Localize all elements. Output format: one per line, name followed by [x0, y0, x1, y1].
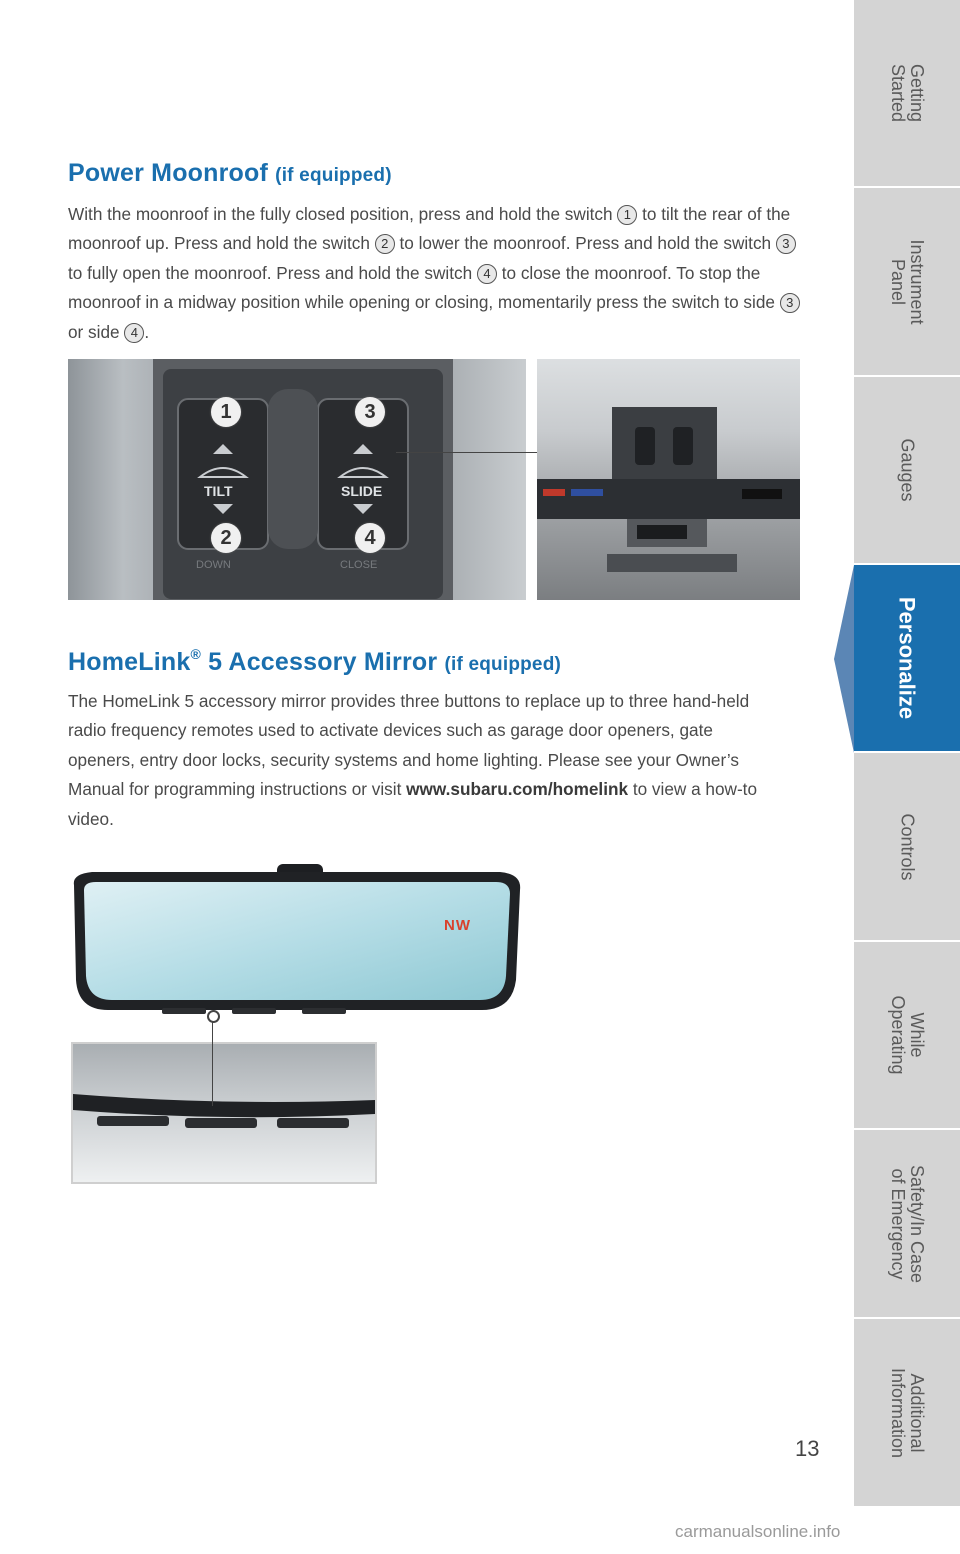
switch-ref-1: 1 [617, 205, 637, 225]
page-number: 13 [795, 1436, 820, 1461]
moonroof-text-4: to fully open the moonroof. Press and hold the switch [68, 262, 473, 283]
moonroof-text-3: to lower the moonroof. Press and hold the switch [399, 233, 772, 254]
switch-badge-4: 4 [355, 523, 385, 553]
close-label: CLOSE [340, 559, 378, 571]
moonroof-switch-photo [68, 359, 526, 600]
moonroof-text-1: With the moonroof in the fully closed position, press and hold the switch [68, 204, 613, 224]
tab-getting-started[interactable] [854, 0, 960, 188]
tilt-label: TILT [204, 483, 233, 499]
tab-label-safety-emergency: Safety/In Case of Emergency [888, 1164, 927, 1283]
homelink-title-main: HomeLink [68, 648, 191, 676]
tab-label-getting-started: Getting Started [888, 63, 927, 123]
homelink-body-end: to view a how-to video. [68, 779, 758, 829]
switch-ref-4: 4 [477, 264, 497, 284]
switch-badge-2: 2 [211, 523, 241, 553]
slide-label: SLIDE [341, 483, 383, 499]
moonroof-title-text: Power Moonroof [68, 159, 269, 187]
mirror-illustration [52, 860, 540, 1070]
overhead-console-photo [537, 359, 800, 600]
homelink-title [68, 648, 561, 677]
switch-illustration [68, 359, 526, 600]
moonroof-text-5: to close the moonroof. To stop the moonroof in a midway position while opening or closing, momentarily press the switch to side [68, 262, 775, 313]
tab-additional-information[interactable] [854, 1319, 960, 1508]
tab-personalize[interactable] [854, 565, 960, 753]
homelink-title-rest: 5 Accessory Mirror [200, 648, 438, 676]
section-tabs [854, 0, 960, 1508]
homelink-url[interactable]: www.subaru.com/homelink [406, 779, 629, 800]
tab-instrument-panel[interactable] [854, 188, 960, 377]
switch-badge-3: 3 [355, 397, 385, 427]
switch-ref-5: 3 [780, 293, 800, 313]
moonroof-text-6: or side [68, 321, 120, 342]
mirror-callout-dot [207, 1010, 220, 1023]
switch-ref-3: 3 [776, 234, 796, 254]
homelink-qualifier: (if equipped) [444, 654, 562, 675]
tab-gauges[interactable] [854, 377, 960, 565]
tab-label-gauges: Gauges [897, 438, 918, 502]
moonroof-qualifier: (if equipped) [275, 165, 392, 186]
tab-controls[interactable] [854, 753, 960, 942]
tab-label-while-operating: While Operating [888, 995, 927, 1075]
active-tab-pointer [834, 565, 854, 753]
registered-mark: ® [190, 646, 201, 662]
down-label: DOWN [196, 559, 231, 571]
tab-safety-emergency[interactable] [854, 1130, 960, 1319]
moonroof-body [68, 200, 808, 347]
tab-label-controls: Controls [897, 812, 918, 881]
buttons-illustration [73, 1044, 375, 1182]
tab-label-personalize: Personalize [894, 596, 920, 720]
mirror-callout-line [212, 1018, 213, 1106]
switch-badge-1: 1 [211, 397, 241, 427]
moonroof-text-2: to tilt the rear of the moonroof up. Press and hold the switch [68, 204, 791, 254]
moonroof-title [68, 159, 392, 188]
moonroof-text-7: . [144, 321, 150, 342]
mirror-photo [52, 860, 540, 1070]
switch-ref-6: 4 [124, 323, 144, 343]
watermark: carmanualsonline.info [675, 1522, 841, 1541]
homelink-body [68, 687, 758, 834]
compass-display: NW [444, 917, 471, 934]
tab-while-operating[interactable] [854, 942, 960, 1130]
tab-label-additional-information: Additional Information [888, 1367, 927, 1458]
tab-label-instrument-panel: Instrument Panel [888, 238, 927, 325]
console-illustration [537, 359, 800, 600]
homelink-body-text: The HomeLink 5 accessory mirror provides three buttons to replace up to three hand-held radio frequency remotes used to activate devices such as garage door openers, gate openers, entry door locks, security systems and home lighting. Please see your Owner’s Manual for programming instructions or visit [68, 691, 750, 800]
mirror-buttons-closeup [71, 1042, 377, 1184]
switch-ref-2: 2 [375, 234, 395, 254]
